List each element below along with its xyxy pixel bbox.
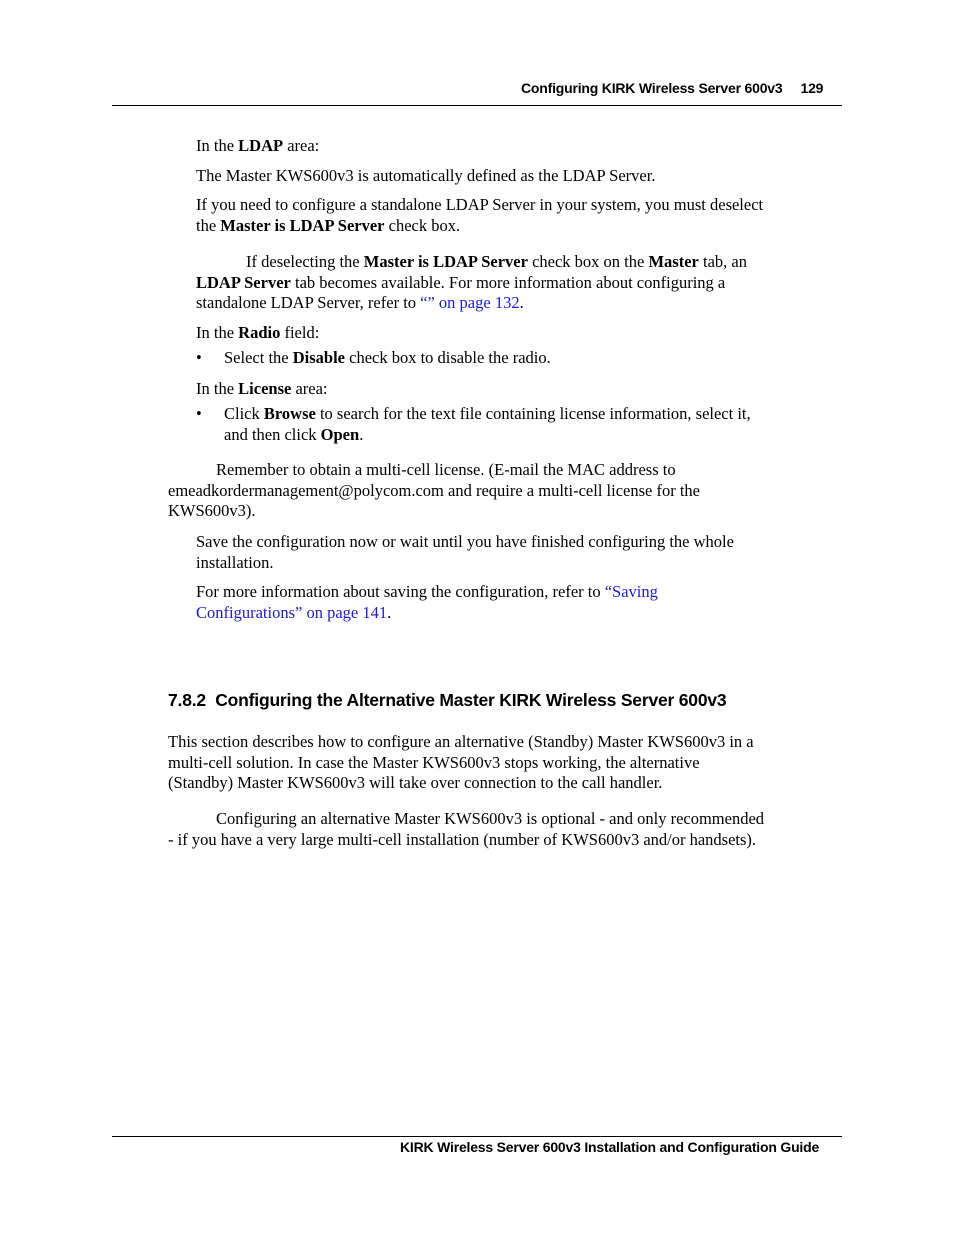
more-info-text: For more information about saving the configuration, refer to “Saving Configurations” on page 141. (196, 582, 658, 622)
master-defined-text: The Master KWS600v3 is automatically defined as the LDAP Server. (196, 166, 656, 185)
header-rule (112, 105, 842, 106)
saving-configurations-link[interactable]: “Saving (604, 582, 658, 601)
standalone-text: If you need to configure a standalone LDAP Server in your system, you must deselect the Master is LDAP Server check box. (196, 195, 764, 235)
saving-configurations-link-cont[interactable]: Configurations” on page 141 (196, 602, 388, 622)
license-intro: In the License area: (196, 379, 328, 398)
save-config-text: Save the configuration now or wait until you have finished configuring the whole installation. (196, 532, 734, 572)
bullet-icon: • (196, 404, 202, 423)
footer-rule (112, 1136, 842, 1137)
note-multicell-license: Remember to obtain a multi-cell license. (E-mail the MAC address to emeadkordermanagement@polycom.com and require a multi-cell license for the KWS600v3). (168, 460, 700, 520)
page-132-link[interactable]: “” on page 132 (420, 293, 520, 312)
section-heading: 7.8.2 Configuring the Alternative Master KIRK Wireless Server 600v3 (168, 690, 727, 710)
license-bullet: Click Browse to search for the text file containing license information, select it, and then click Open. (224, 404, 751, 444)
running-header (521, 80, 823, 96)
radio-intro: In the Radio field: (196, 323, 320, 342)
ldap-intro: In the LDAP area: (196, 136, 320, 155)
radio-bullet: Select the Disable check box to disable the radio. (224, 348, 551, 367)
note-alternative-master: Configuring an alternative Master KWS600v3 is optional - and only recommended - if you have a very large multi-cell installation (number of KWS600v3 and/or handsets). (168, 809, 765, 849)
running-header-title: Configuring KIRK Wireless Server 600v3 (521, 80, 783, 96)
page-number: 129 (800, 80, 824, 96)
section-paragraph: This section describes how to configure an alternative (Standby) Master KWS600v3 in a multi-cell solution. In case the Master KWS600v3 stops working, the alternative (Standby) Master KWS600v3 will take over connection to the call handler. (168, 732, 754, 792)
bullet-icon: • (196, 348, 202, 367)
running-footer: KIRK Wireless Server 600v3 Installation and Configuration Guide (400, 1139, 820, 1155)
note-deselect-master: If deselecting the Master is LDAP Server check box on the Master tab, an LDAP Server tab becomes available. For more information about configuring a standalone LDAP Server, refer to “” on page 132. (196, 252, 747, 312)
